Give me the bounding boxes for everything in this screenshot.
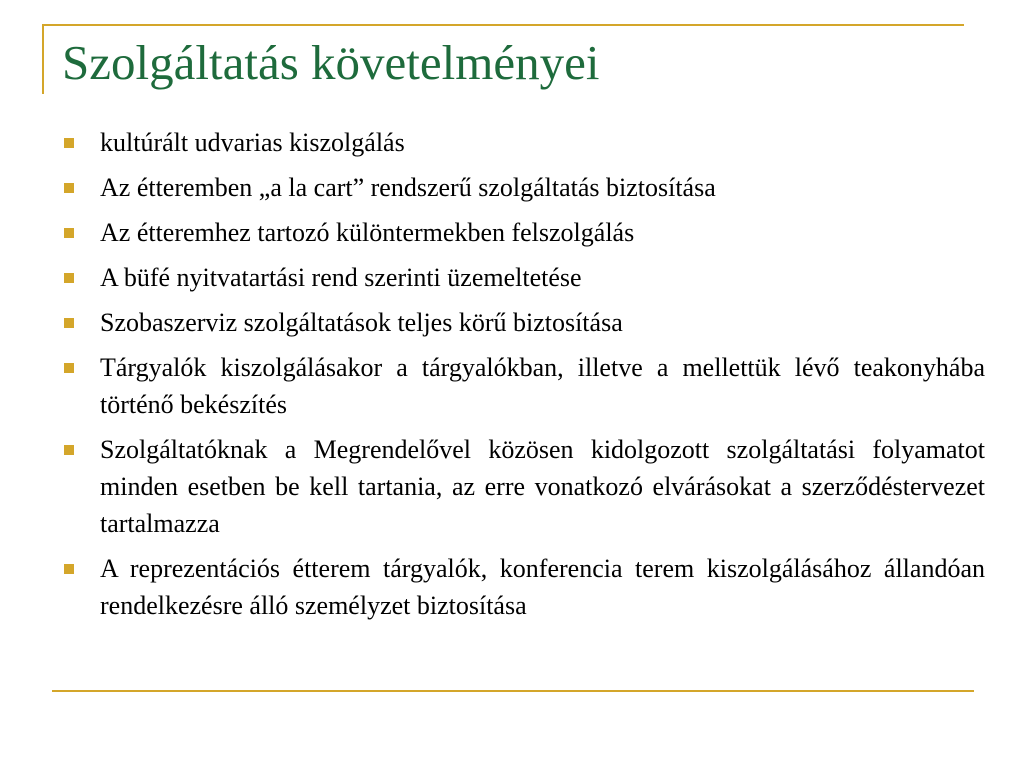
bullet-text: A büfé nyitvatartási rend szerinti üzemeltetése bbox=[100, 263, 582, 292]
bullet-text: Szolgáltatóknak a Megrendelővel közösen kidolgozott szolgáltatási folyamatot minden esetben be kell tartania, az erre vonatkozó elvárásokat a szerződéstervezet tartalmazza bbox=[100, 435, 985, 538]
square-bullet-icon bbox=[64, 445, 74, 455]
square-bullet-icon bbox=[64, 228, 74, 238]
bullet-text: Az étteremhez tartozó különtermekben felszolgálás bbox=[100, 218, 635, 247]
bullet-text: Szobaszerviz szolgáltatások teljes körű biztosítása bbox=[100, 308, 623, 337]
square-bullet-icon bbox=[64, 564, 74, 574]
bullet-item-3 bbox=[64, 214, 985, 251]
bullet-item-7 bbox=[64, 431, 985, 542]
bullet-item-2 bbox=[64, 169, 985, 206]
top-border-line bbox=[42, 24, 964, 26]
square-bullet-icon bbox=[64, 363, 74, 373]
slide-title: Szolgáltatás követelményei bbox=[62, 35, 600, 90]
bullet-item-8 bbox=[64, 550, 985, 624]
bullet-item-5 bbox=[64, 304, 985, 341]
bottom-border-line bbox=[52, 690, 974, 692]
square-bullet-icon bbox=[64, 138, 74, 148]
square-bullet-icon bbox=[64, 318, 74, 328]
bullet-item-4 bbox=[64, 259, 985, 296]
square-bullet-icon bbox=[64, 183, 74, 193]
bullet-text: Tárgyalók kiszolgálásakor a tárgyalókban, illetve a mellettük lévő teakonyhába történő bekészítés bbox=[100, 353, 985, 419]
bullet-item-6 bbox=[64, 349, 985, 423]
left-border-line bbox=[42, 24, 44, 94]
bullet-item-1 bbox=[64, 124, 985, 161]
square-bullet-icon bbox=[64, 273, 74, 283]
bullet-text: Az étteremben „a la cart” rendszerű szolgáltatás biztosítása bbox=[100, 173, 716, 202]
bullet-text: kultúrált udvarias kiszolgálás bbox=[100, 128, 405, 157]
bullet-text: A reprezentációs étterem tárgyalók, konferencia terem kiszolgálásához állandóan rendelkezésre álló személyzet biztosítása bbox=[100, 554, 985, 620]
bullet-list bbox=[64, 124, 985, 632]
